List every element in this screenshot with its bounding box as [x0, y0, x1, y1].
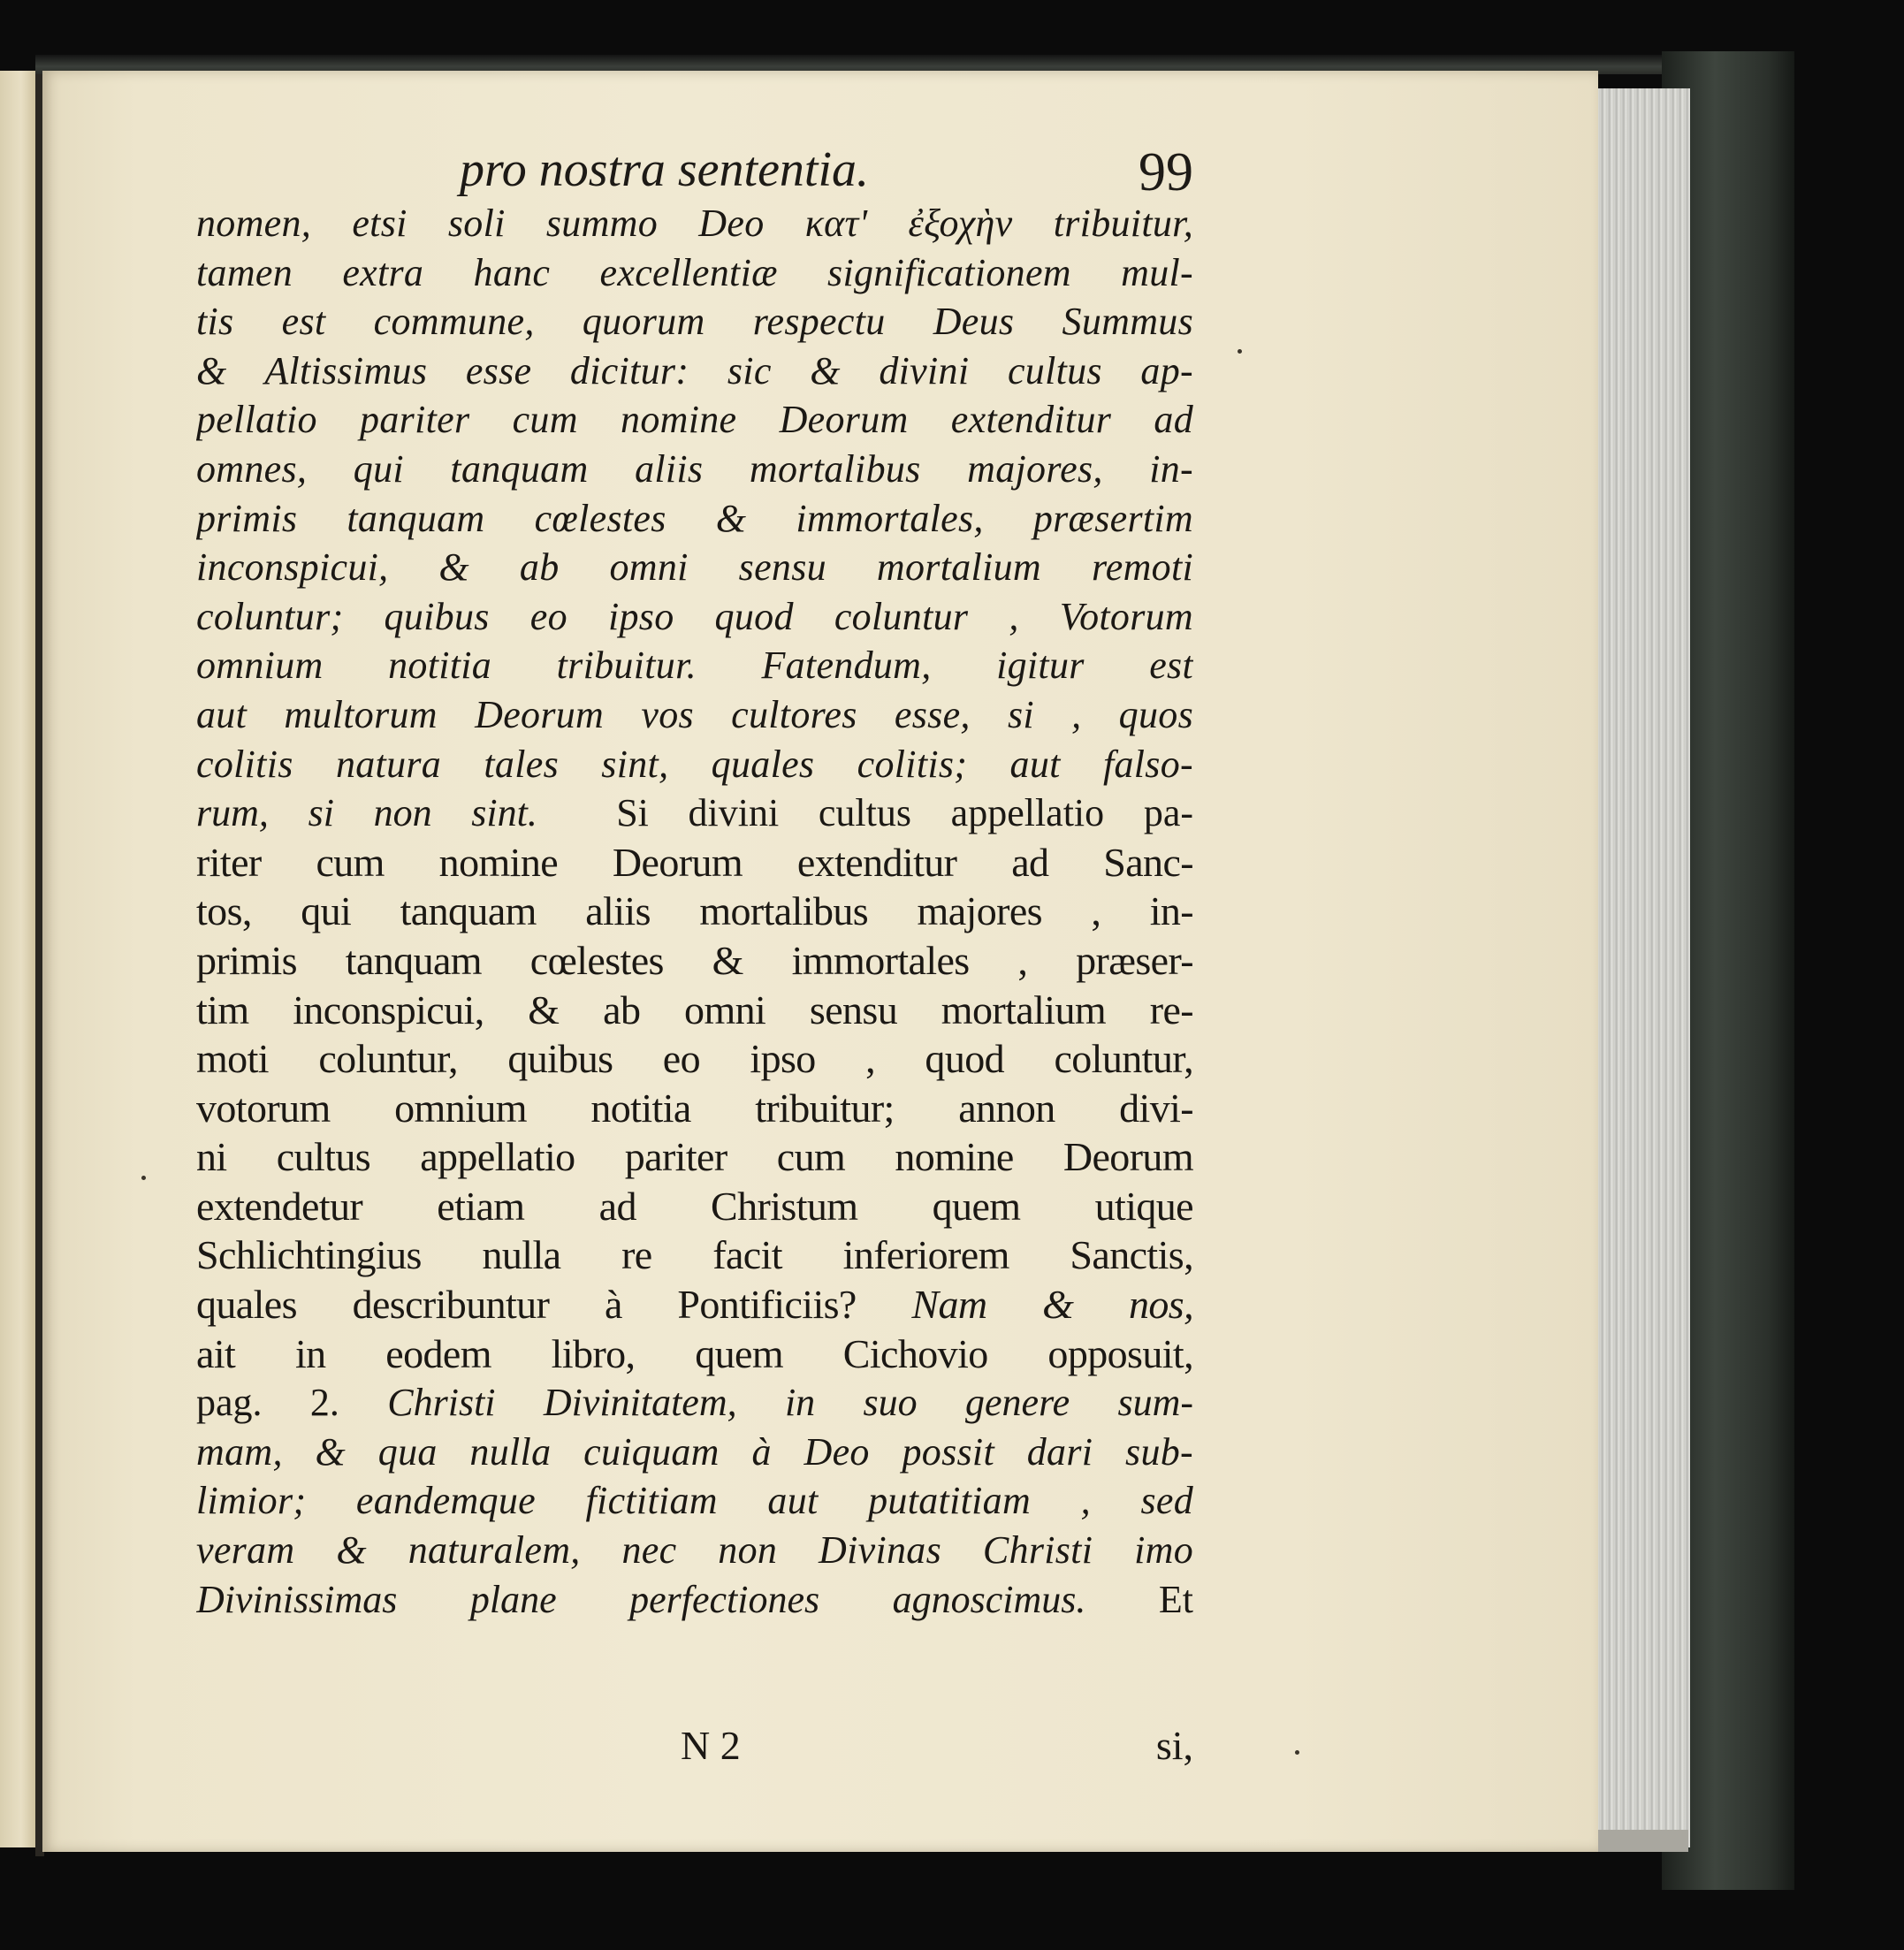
paper-speck: [1238, 349, 1242, 354]
text-line: pellatio pariter cum nomine Deorum extenditur ad: [196, 398, 1193, 442]
roman-span: Si divini cultus appellatio pa-: [616, 791, 1193, 835]
page-footer: [196, 1722, 1193, 1775]
text-line: tos, qui tanquam aliis mortalibus majores , in-: [196, 888, 1193, 934]
running-title: pro nostra sententia.: [460, 142, 870, 197]
text-line: omnium notitia tribuitur. Fatendum, igitur est: [196, 644, 1193, 688]
text-line: coluntur; quibus eo ipso quod coluntur , Votorum: [196, 594, 1193, 638]
text-line: ait in eodem libro, quem Cichovio opposuit,: [196, 1330, 1193, 1376]
text-line: moti coluntur, quibus eo ipso , quod coluntur,: [196, 1036, 1193, 1082]
text-line: mam, & qua nulla cuiquam à Deo possit dari sub-: [196, 1429, 1193, 1474]
text-line-mixed: [196, 1378, 1193, 1428]
body-text: [196, 199, 1193, 1624]
roman-span: pag. 2.: [196, 1381, 339, 1425]
left-page-edge: [0, 71, 35, 1847]
page-edges-bottom: [1591, 1830, 1688, 1852]
paper-speck: [1295, 1750, 1299, 1755]
roman-span: Et: [1158, 1577, 1193, 1621]
text-line: veram & naturalem, nec non Divinas Christi imo: [196, 1528, 1193, 1573]
text-line: tis est commune, quorum respectu Deus Summus: [196, 300, 1193, 344]
paper-speck: [141, 1176, 146, 1180]
catchword: si,: [1155, 1723, 1193, 1768]
italic-span: Divinissimas plane perfectiones agnoscimus.: [196, 1577, 1086, 1621]
roman-span: quales describuntur à Pontificiis?: [196, 1282, 857, 1328]
signature-mark: N 2: [681, 1723, 741, 1768]
text-line-mixed: [196, 788, 1193, 838]
text-line: tamen extra hanc excellentiæ significationem mul-: [196, 250, 1193, 294]
text-line: primis tanquam cœlestes & immortales , præser-: [196, 937, 1193, 983]
italic-span: Nam & nos,: [911, 1282, 1193, 1328]
text-line-mixed: [196, 1575, 1193, 1625]
text-line: primis tanquam cœlestes & immortales, præsertim: [196, 496, 1193, 540]
text-line: ni cultus appellatio pariter cum nomine Deorum: [196, 1134, 1193, 1180]
text-line: tim inconspicui, & ab omni sensu mortalium re-: [196, 986, 1193, 1032]
text-line: nomen, etsi soli summo Deo κατ' ἐξοχὴν tribuitur,: [196, 202, 1193, 245]
text-line: aut multorum Deorum vos cultores esse, si , quos: [196, 692, 1193, 736]
text-line: inconspicui, & ab omni sensu mortalium remoti: [196, 545, 1193, 590]
text-line: Schlichtingius nulla re facit inferiorem Sanctis,: [196, 1232, 1193, 1278]
text-line: omnes, qui tanquam aliis mortalibus majores, in-: [196, 446, 1193, 491]
text-line: riter cum nomine Deorum extenditur ad Sanc-: [196, 839, 1193, 885]
page-number: 99: [1139, 142, 1193, 202]
italic-span: rum, si non sint.: [196, 791, 537, 835]
text-line: & Altissimus esse dicitur: sic & divini cultus ap-: [196, 348, 1193, 392]
text-line: colitis natura tales sint, quales colitis; aut falso-: [196, 742, 1193, 786]
page-edges-stack: [1591, 88, 1690, 1847]
text-line: extendetur etiam ad Christum quem utique: [196, 1183, 1193, 1229]
text-line: votorum omnium notitia tribuitur; annon divi-: [196, 1085, 1193, 1131]
text-line: limior; eandemque fictitiam aut putatitiam , sed: [196, 1479, 1193, 1523]
italic-span: Christi Divinitatem, in suo genere sum-: [387, 1381, 1193, 1425]
text-line-mixed: [196, 1280, 1193, 1329]
